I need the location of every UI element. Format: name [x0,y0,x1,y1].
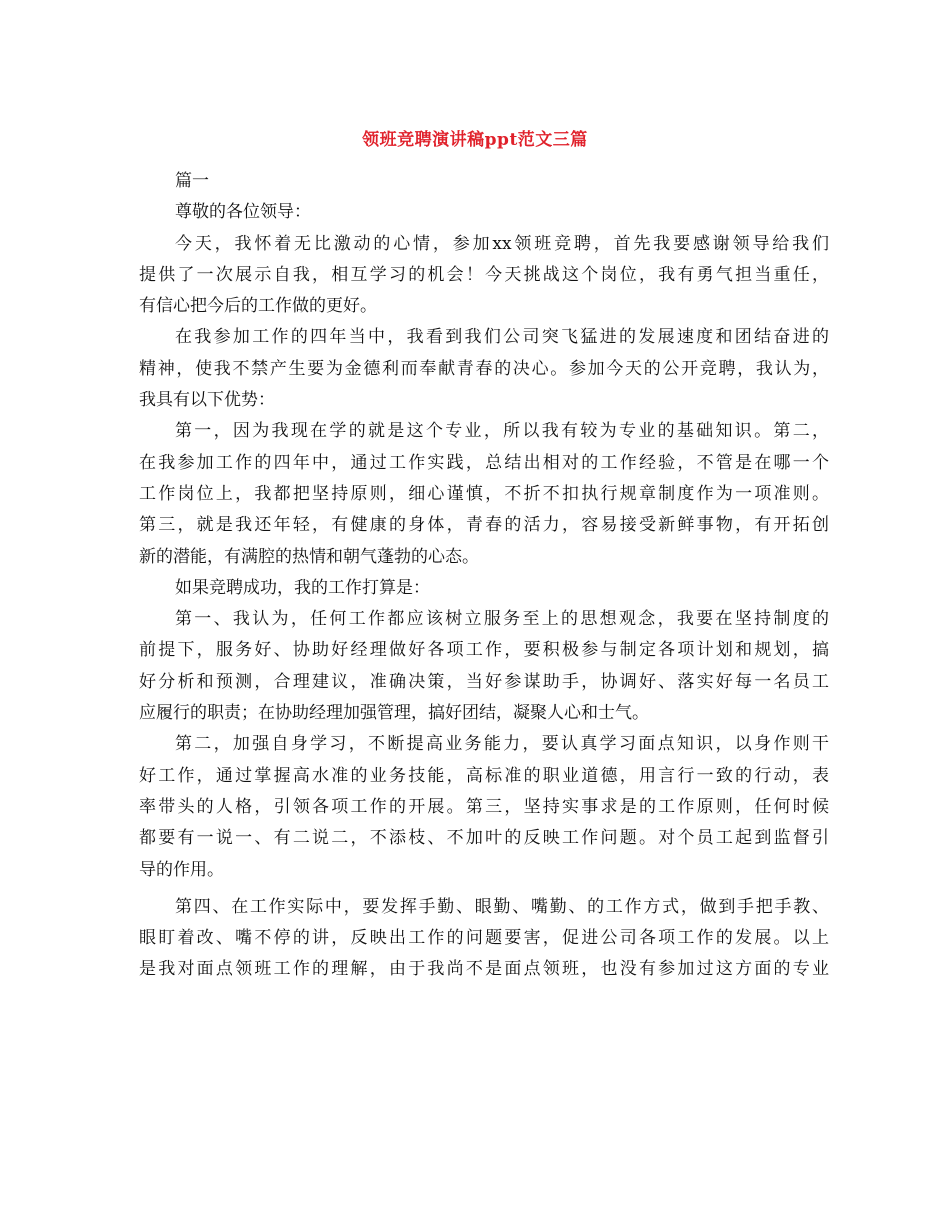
paragraph-line: 工作岗位上，我都把坚持原则，细心谨慎，不折不扣执行规章制度作为一项准则。 [139,483,829,504]
paragraph-line: 第二，加强自身学习，不断提高业务能力，要认真学习面点知识，以身作则干 [175,734,829,755]
paragraph-line: 提供了一次展示自我，相互学习的机会！今天挑战这个岗位，我有勇气担当重任， [139,264,829,285]
document-body [139,166,829,986]
paragraph-line: 第三，就是我还年轻，有健康的身体，青春的活力，容易接受新鲜事物，有开拓创 [139,515,829,536]
paragraph-line: 是我对面点领班工作的理解，由于我尚不是面点领班，也没有参加过这方面的专业 [139,959,829,980]
paragraph-line: 好分析和预测，合理建议，准确决策，当好参谋助手，协调好、落实好每一名员工 [139,671,829,692]
paragraph-line: 篇一 [175,171,209,191]
paragraph-line: 率带头的人格，引领各项工作的开展。第三，坚持实事求是的工作原则，任何时候 [139,796,829,817]
paragraph-line: 有信心把今后的工作做的更好。 [139,296,377,317]
paragraph-line: 我具有以下优势： [139,390,275,411]
paragraph-line: 在我参加工作的四年中，通过工作实践，总结出相对的工作经验，不管是在哪一个 [139,452,829,473]
paragraph-line: 第一，因为我现在学的就是这个专业，所以我有较为专业的基础知识。第二， [175,421,829,442]
paragraph-line: 应履行的职责；在协助经理加强管理，搞好团结，凝聚人心和士气。 [139,703,649,724]
paragraph-line: 都要有一说一、有二说二，不添枝、不加叶的反映工作问题。对个员工起到监督引 [139,828,829,849]
paragraph-line: 在我参加工作的四年当中，我看到我们公司突飞猛进的发展速度和团结奋进的 [175,327,829,348]
document-title: 领班竞聘演讲稿ppt范文三篇 [362,130,588,150]
paragraph-line: 新的潜能，有满腔的热情和朝气蓬勃的心态。 [139,546,479,567]
paragraph-line: 导的作用。 [139,859,224,880]
paragraph-line: 如果竞聘成功，我的工作打算是： [175,577,430,598]
paragraph-line: 精神，使我不禁产生要为金德利而奉献青春的决心。参加今天的公开竞聘，我认为， [139,358,829,379]
paragraph-line: 眼盯着改、嘴不停的讲，反映出工作的问题要害，促进公司各项工作的发展。以上 [139,928,829,949]
paragraph-line: 尊敬的各位领导： [175,202,311,223]
paragraph-line: 前提下，服务好、协助好经理做好各项工作，要积极参与制定各项计划和规划，搞 [139,640,829,661]
paragraph-line: 第四、在工作实际中，要发挥手勤、眼勤、嘴勤、的工作方式，做到手把手教、 [175,896,829,917]
paragraph-line: 第一、我认为，任何工作都应该树立服务至上的思想观念，我要在坚持制度的 [175,609,829,630]
paragraph-line: 好工作，通过掌握高水准的业务技能，高标准的职业道德，用言行一致的行动，表 [139,765,829,786]
paragraph-line: 今天，我怀着无比激动的心情，参加xx领班竞聘，首先我要感谢领导给我们 [175,233,829,254]
